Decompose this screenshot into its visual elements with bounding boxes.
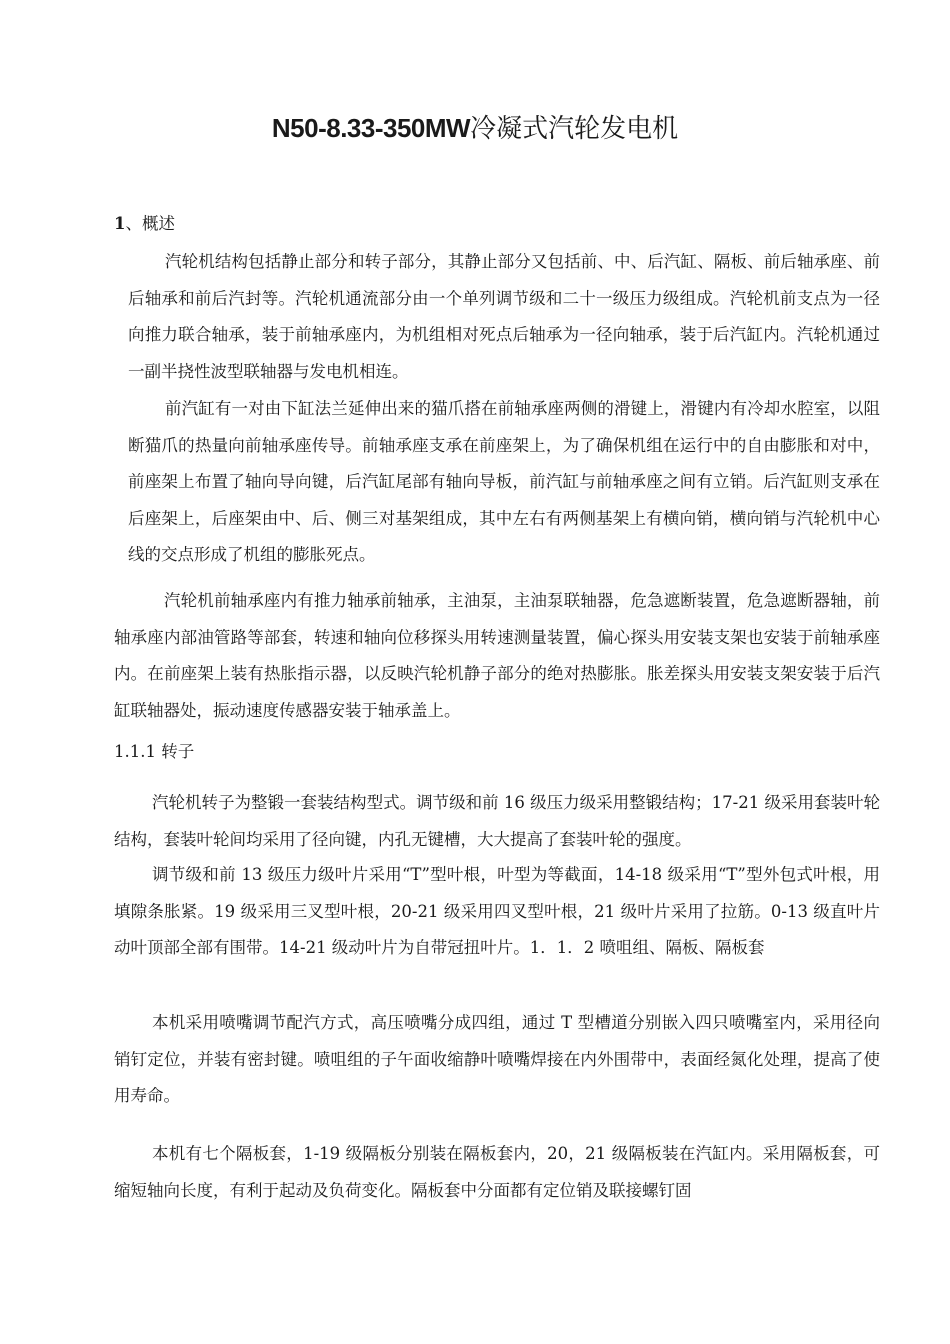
paragraph-structure-overview: 汽轮机结构包括静止部分和转子部分，其静止部分又包括前、中、后汽缸、隔板、前后轴承座、前后轴承和前后汽封等。汽轮机通流部分由一个单列调节级和二十一级压力级组成。汽轮机前支点为一径向推力联合轴承，装于前轴承座内，为机组相对死点后轴承为一径向轴承，装于后汽缸内。汽轮机通过一副半挠性波型联轴器与发电机相连。: [128, 252, 880, 381]
section-heading-rotor: 1.1.1 转子: [114, 742, 195, 761]
section-heading-overview: [114, 212, 175, 236]
paragraph-rotor-construction: 汽轮机转子为整锻一套装结构型式。调节级和前 16 级压力级采用整锻结构；17-21 级采用套装叶轮结构，套装叶轮间均采用了径向键，内孔无键槽，大大提高了套装叶轮的强度。: [114, 793, 880, 849]
paragraph-front-cylinder: 前汽缸有一对由下缸法兰延伸出来的猫爪搭在前轴承座两侧的滑键上，滑键内有冷却水腔室，以阻断猫爪的热量向前轴承座传导。前轴承座支承在前座架上，为了确保机组在运行中的自由膨胀和对中，前座架上布置了轴向导向键，后汽缸尾部有轴向导板，前汽缸与前轴承座之间有立销。后汽缸则支承在后座架上，后座架由中、后、侧三对基架组成，其中左右有两侧基架上有横向销，横向销与汽轮机中心线的交点形成了机组的膨胀死点。: [128, 399, 880, 564]
paragraph-nozzle-groups: 本机采用喷嘴调节配汽方式，高压喷嘴分成四组，通过 T 型槽道分别嵌入四只喷嘴室内，采用径向销钉定位，并装有密封键。喷咀组的子午面收缩静叶喷嘴焊接在内外围带中，表面经氮化处理，提高了使用寿命。: [114, 1013, 880, 1105]
paragraph-diaphragm-carriers: 本机有七个隔板套，1-19 级隔板分别装在隔板套内，20，21 级隔板装在汽缸内。采用隔板套，可缩短轴向长度，有利于起动及负荷变化。隔板套中分面都有定位销及联接螺钉固: [114, 1144, 880, 1200]
paragraph-blade-roots: 调节级和前 13 级压力级叶片采用“T”型叶根，叶型为等截面，14-18 级采用“T”型外包式叶根，用填隙条胀紧。19 级采用三叉型叶根，20-21 级采用四叉型叶根，21 级叶片采用了拉筋。0-13 级直叶片动叶顶部全部有围带。14-21 级动叶片为自带冠扭叶片。1．1．2 喷咀组、隔板、隔板套: [114, 865, 880, 957]
title-description: 冷凝式汽轮发电机: [470, 114, 679, 144]
section-heading-text: 、概述: [125, 214, 175, 233]
section-number: 1: [114, 214, 126, 233]
paragraph-front-bearing-housing: 汽轮机前轴承座内有推力轴承前轴承，主油泵，主油泵联轴器，危急遮断装置，危急遮断器轴，前轴承座内部油管路等部套，转速和轴向位移探头用转速测量装置，偏心探头用安装支架也安装于前轴承座内。在前座架上装有热胀指示器，以反映汽轮机静子部分的绝对热膨胀。胀差探头用安装支架安装于后汽缸联轴器处，振动速度传感器安装于轴承盖上。: [114, 591, 880, 720]
title-model-code: N50-8.33-350MW: [271, 113, 471, 143]
document-title: [0, 108, 950, 149]
